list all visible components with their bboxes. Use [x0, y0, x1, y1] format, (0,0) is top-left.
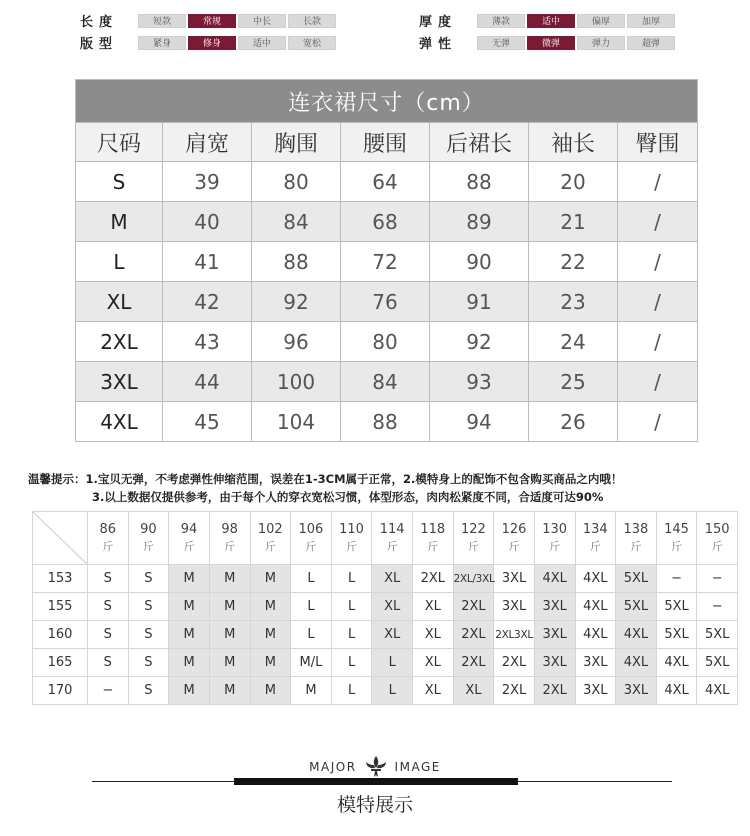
measurement-cell: /	[618, 402, 698, 442]
size-chart-row	[76, 402, 698, 442]
size-chart-title: 连衣裙尺寸（cm）	[76, 80, 698, 123]
recommended-size-cell: 5XL	[616, 565, 657, 593]
measurement-cell: 96	[252, 322, 341, 362]
measurement-cell: 72	[341, 242, 430, 282]
size-chart-row	[76, 242, 698, 282]
recommended-size-cell: 2XL	[453, 593, 494, 621]
recommended-size-cell: M	[250, 677, 291, 705]
recommended-size-cell: 5XL	[697, 621, 738, 649]
recommended-size-cell: L	[372, 649, 413, 677]
weight-value: 110	[339, 522, 364, 537]
recommended-size-cell: S	[128, 565, 169, 593]
measurement-cell: /	[618, 202, 698, 242]
height-cell: 160	[33, 621, 88, 649]
recommended-size-cell: L	[331, 677, 372, 705]
weight-value: 134	[582, 522, 608, 537]
model-show-title: 模特展示	[336, 794, 413, 816]
weight-value: 86	[99, 522, 117, 537]
size-chart-row	[76, 362, 698, 402]
recommended-size-cell: L	[291, 565, 332, 593]
recommended-size-cell: S	[128, 677, 169, 705]
size-chart-header: 后裙长	[430, 123, 529, 162]
recommended-size-cell: L	[331, 565, 372, 593]
brand-name-right: IMAGE	[394, 760, 441, 774]
size-chart-header: 肩宽	[163, 123, 252, 162]
measurement-cell: 100	[252, 362, 341, 402]
measurement-cell: 45	[163, 402, 252, 442]
weight-header-cell	[697, 512, 738, 565]
attr-length-option: 短款	[138, 14, 186, 28]
fleur-de-lis-icon	[363, 755, 389, 779]
weight-unit: 斤	[305, 540, 317, 553]
measurement-cell: 40	[163, 202, 252, 242]
size-label-cell: 3XL	[76, 362, 163, 402]
height-row	[33, 621, 738, 649]
recommended-size-cell: 4XL	[656, 677, 697, 705]
weight-header-cell	[656, 512, 697, 565]
size-chart-row	[76, 322, 698, 362]
measurement-cell: 42	[163, 282, 252, 322]
weight-header-row	[33, 512, 738, 565]
size-label-cell: 4XL	[76, 402, 163, 442]
measurement-cell: 20	[529, 162, 618, 202]
recommended-size-cell: M	[169, 565, 210, 593]
weight-header-cell	[291, 512, 332, 565]
recommended-size-cell: S	[88, 649, 129, 677]
recommended-size-cell: M	[209, 649, 250, 677]
recommended-size-cell: 2XL	[453, 621, 494, 649]
weight-header-cell	[209, 512, 250, 565]
recommended-size-cell: L	[331, 593, 372, 621]
weight-header-cell	[128, 512, 169, 565]
weight-value: 114	[379, 522, 405, 537]
attr-fit-option: 紧身	[138, 36, 186, 50]
recommended-size-cell: M	[209, 565, 250, 593]
measurement-cell: 92	[252, 282, 341, 322]
size-chart-row	[76, 162, 698, 202]
measurement-cell: 43	[163, 322, 252, 362]
weight-value: 122	[461, 522, 486, 537]
weight-unit: 斤	[589, 540, 601, 553]
recommended-size-cell: L	[331, 649, 372, 677]
measurement-cell: 76	[341, 282, 430, 322]
notes-line-2: 3.以上数据仅提供参考，由于每个人的穿衣宽松习惯，体型形态，肉肉松紧度不同，合适度可达90%	[92, 490, 604, 504]
recommended-size-cell: 2XL/3XL	[453, 565, 494, 593]
recommended-size-cell: 3XL	[534, 649, 575, 677]
weight-unit: 斤	[427, 540, 439, 553]
measurement-cell: 25	[529, 362, 618, 402]
weight-unit: 斤	[183, 540, 195, 553]
weight-value: 90	[140, 522, 157, 537]
recommended-size-cell: 5XL	[697, 649, 738, 677]
size-chart-header: 尺码	[76, 123, 163, 162]
recommended-size-cell: M	[169, 649, 210, 677]
recommended-size-cell: M	[209, 621, 250, 649]
recommended-size-cell: −	[697, 593, 738, 621]
attr-length-option: 长款	[288, 14, 336, 28]
measurement-cell: 44	[163, 362, 252, 402]
height-cell: 153	[33, 565, 88, 593]
recommended-size-cell: S	[88, 593, 129, 621]
attr-fit-option: 宽松	[288, 36, 336, 50]
attr-fit-label: 版型	[80, 37, 119, 52]
recommended-size-cell: 3XL	[494, 565, 535, 593]
weight-unit: 斤	[549, 540, 561, 553]
recommended-size-cell: 3XL	[534, 593, 575, 621]
recommended-size-cell: L	[291, 621, 332, 649]
recommended-size-cell: 2XL	[494, 649, 535, 677]
size-recommendation-table	[32, 511, 738, 705]
recommended-size-cell: L	[331, 621, 372, 649]
height-cell: 155	[33, 593, 88, 621]
attr-elasticity	[419, 34, 677, 51]
recommended-size-cell: M	[209, 593, 250, 621]
recommended-size-cell: 4XL	[656, 649, 697, 677]
recommended-size-cell: L	[372, 677, 413, 705]
recommended-size-cell: 3XL	[494, 593, 535, 621]
recommended-size-cell: 4XL	[697, 677, 738, 705]
measurement-cell: 84	[341, 362, 430, 402]
recommended-size-cell: M	[250, 649, 291, 677]
weight-value: 130	[542, 522, 568, 537]
size-label-cell: L	[76, 242, 163, 282]
weight-unit: 斤	[671, 540, 683, 553]
table-corner-cell	[33, 512, 88, 565]
divider-bar	[234, 778, 518, 785]
recommended-size-cell: S	[128, 593, 169, 621]
recommended-size-cell: XL	[372, 621, 413, 649]
attr-elasticity-option: 超弹	[627, 36, 675, 50]
height-cell: 165	[33, 649, 88, 677]
measurement-cell: 23	[529, 282, 618, 322]
measurement-cell: 24	[529, 322, 618, 362]
weight-value: 126	[501, 522, 527, 537]
recommended-size-cell: 2XL	[453, 649, 494, 677]
weight-header-cell	[453, 512, 494, 565]
attr-length-option: 中长	[238, 14, 286, 28]
weight-unit: 斤	[142, 540, 154, 553]
recommended-size-cell: 2XL	[494, 677, 535, 705]
attr-thickness-option: 偏厚	[577, 14, 625, 28]
recommended-size-cell: −	[656, 565, 697, 593]
recommended-size-cell: XL	[413, 593, 454, 621]
weight-value: 150	[704, 522, 730, 537]
measurement-cell: 22	[529, 242, 618, 282]
recommended-size-cell: −	[697, 565, 738, 593]
recommended-size-cell: M	[169, 621, 210, 649]
recommended-size-cell: 2XL	[413, 565, 454, 593]
measurement-cell: 68	[341, 202, 430, 242]
recommended-size-cell: S	[128, 621, 169, 649]
size-label-cell: S	[76, 162, 163, 202]
measurement-cell: 21	[529, 202, 618, 242]
height-row	[33, 593, 738, 621]
recommended-size-cell: M	[250, 565, 291, 593]
attr-elasticity-label: 弹性	[419, 37, 458, 52]
recommended-size-cell: XL	[453, 677, 494, 705]
recommended-size-cell: S	[88, 621, 129, 649]
measurement-cell: 94	[430, 402, 529, 442]
weight-header-cell	[494, 512, 535, 565]
height-row	[33, 649, 738, 677]
measurement-cell: 91	[430, 282, 529, 322]
weight-unit: 斤	[386, 540, 398, 553]
size-chart-header-row	[76, 123, 698, 162]
recommended-size-cell: 4XL	[534, 565, 575, 593]
recommended-size-cell: S	[128, 649, 169, 677]
weight-header-cell	[169, 512, 210, 565]
measurement-cell: 90	[430, 242, 529, 282]
recommended-size-cell: M	[291, 677, 332, 705]
attr-thickness-label: 厚度	[419, 15, 458, 30]
measurement-cell: 89	[430, 202, 529, 242]
recommended-size-cell: XL	[372, 593, 413, 621]
attr-length-option-selected: 常规	[188, 14, 236, 28]
recommended-size-cell: M	[250, 593, 291, 621]
measurement-cell: /	[618, 322, 698, 362]
size-chart-row	[76, 202, 698, 242]
measurement-cell: 88	[252, 242, 341, 282]
recommended-size-cell: XL	[413, 649, 454, 677]
weight-unit: 斤	[467, 540, 479, 553]
recommended-size-cell: 3XL	[575, 677, 616, 705]
weight-value: 102	[257, 522, 283, 537]
recommended-size-cell: 3XL	[575, 649, 616, 677]
recommended-size-cell: XL	[413, 621, 454, 649]
recommended-size-cell: XL	[413, 677, 454, 705]
attr-elasticity-option: 弹力	[577, 36, 625, 50]
weight-header-cell	[616, 512, 657, 565]
measurement-cell: 92	[430, 322, 529, 362]
height-cell: 170	[33, 677, 88, 705]
weight-value: 138	[623, 522, 649, 537]
weight-value: 145	[664, 522, 689, 537]
attr-length-label: 长度	[80, 15, 119, 30]
brand-name-left: MAJOR	[309, 760, 357, 774]
measurement-cell: /	[618, 362, 698, 402]
recommended-size-cell: 5XL	[656, 593, 697, 621]
size-chart-header: 袖长	[529, 123, 618, 162]
size-recommendation-body	[33, 512, 738, 705]
weight-header-cell	[372, 512, 413, 565]
weight-header-cell	[413, 512, 454, 565]
measurement-cell: 64	[341, 162, 430, 202]
size-chart-row	[76, 282, 698, 322]
weight-value: 106	[298, 522, 324, 537]
recommended-size-cell: 3XL	[534, 621, 575, 649]
measurement-cell: 88	[430, 162, 529, 202]
recommended-size-cell: 3XL	[616, 677, 657, 705]
notes	[28, 470, 748, 506]
attr-fit	[80, 34, 338, 51]
recommended-size-cell: −	[88, 677, 129, 705]
size-label-cell: XL	[76, 282, 163, 322]
recommended-size-cell: M	[250, 621, 291, 649]
weight-unit: 斤	[102, 540, 114, 553]
attr-thickness	[419, 12, 677, 29]
measurement-cell: 26	[529, 402, 618, 442]
recommended-size-cell: S	[88, 565, 129, 593]
attr-thickness-option-selected: 适中	[527, 14, 575, 28]
measurement-cell: /	[618, 162, 698, 202]
recommended-size-cell: 5XL	[656, 621, 697, 649]
measurement-cell: 93	[430, 362, 529, 402]
size-chart-header: 腰围	[341, 123, 430, 162]
size-chart-body	[76, 162, 698, 442]
recommended-size-cell: 4XL	[616, 621, 657, 649]
measurement-cell: 39	[163, 162, 252, 202]
weight-header-cell	[88, 512, 129, 565]
weight-header-cell	[575, 512, 616, 565]
measurement-cell: 41	[163, 242, 252, 282]
recommended-size-cell: 4XL	[575, 565, 616, 593]
attr-fit-option-selected: 修身	[188, 36, 236, 50]
size-chart-header: 臀围	[618, 123, 698, 162]
measurement-cell: 104	[252, 402, 341, 442]
recommended-size-cell: 4XL	[575, 593, 616, 621]
weight-value: 118	[420, 522, 446, 537]
recommended-size-cell: M/L	[291, 649, 332, 677]
weight-unit: 斤	[508, 540, 520, 553]
measurement-cell: /	[618, 242, 698, 282]
measurement-cell: 80	[341, 322, 430, 362]
weight-value: 94	[180, 522, 198, 537]
height-row	[33, 677, 738, 705]
measurement-cell: /	[618, 282, 698, 322]
weight-unit: 斤	[630, 540, 642, 553]
diagonal-line-icon	[33, 512, 87, 564]
recommended-size-cell: M	[169, 593, 210, 621]
attr-elasticity-option-selected: 微弹	[527, 36, 575, 50]
measurement-cell: 88	[341, 402, 430, 442]
recommended-size-cell: 5XL	[616, 593, 657, 621]
recommended-size-cell: M	[209, 677, 250, 705]
weight-header-cell	[331, 512, 372, 565]
recommended-size-cell: L	[291, 593, 332, 621]
product-attributes	[0, 10, 750, 54]
attr-thickness-option: 加厚	[627, 14, 675, 28]
weight-unit: 斤	[264, 540, 276, 553]
attr-elasticity-option: 无弹	[477, 36, 525, 50]
attr-thickness-option: 薄款	[477, 14, 525, 28]
attr-length	[80, 12, 338, 29]
recommended-size-cell: XL	[372, 565, 413, 593]
weight-unit: 斤	[346, 540, 358, 553]
attr-fit-option: 适中	[238, 36, 286, 50]
size-chart-table	[75, 79, 698, 442]
recommended-size-cell: M	[169, 677, 210, 705]
recommended-size-cell: 4XL	[616, 649, 657, 677]
recommended-size-cell: 2XL	[534, 677, 575, 705]
weight-unit: 斤	[711, 540, 723, 553]
measurement-cell: 84	[252, 202, 341, 242]
size-label-cell: M	[76, 202, 163, 242]
weight-header-cell	[250, 512, 291, 565]
weight-header-cell	[534, 512, 575, 565]
recommended-size-cell: 4XL	[575, 621, 616, 649]
notes-line-1: 温馨提示：1.宝贝无弹，不考虑弹性伸缩范围，误差在1-3CM属于正常，2.模特身上的配饰不包含购买商品之内哦！	[28, 472, 623, 486]
weight-value: 98	[221, 522, 238, 537]
measurement-cell: 80	[252, 162, 341, 202]
size-label-cell: 2XL	[76, 322, 163, 362]
height-row	[33, 565, 738, 593]
brand-logo	[0, 755, 750, 779]
weight-unit: 斤	[224, 540, 236, 553]
size-chart-header: 胸围	[252, 123, 341, 162]
recommended-size-cell: 2XL3XL	[494, 621, 535, 649]
